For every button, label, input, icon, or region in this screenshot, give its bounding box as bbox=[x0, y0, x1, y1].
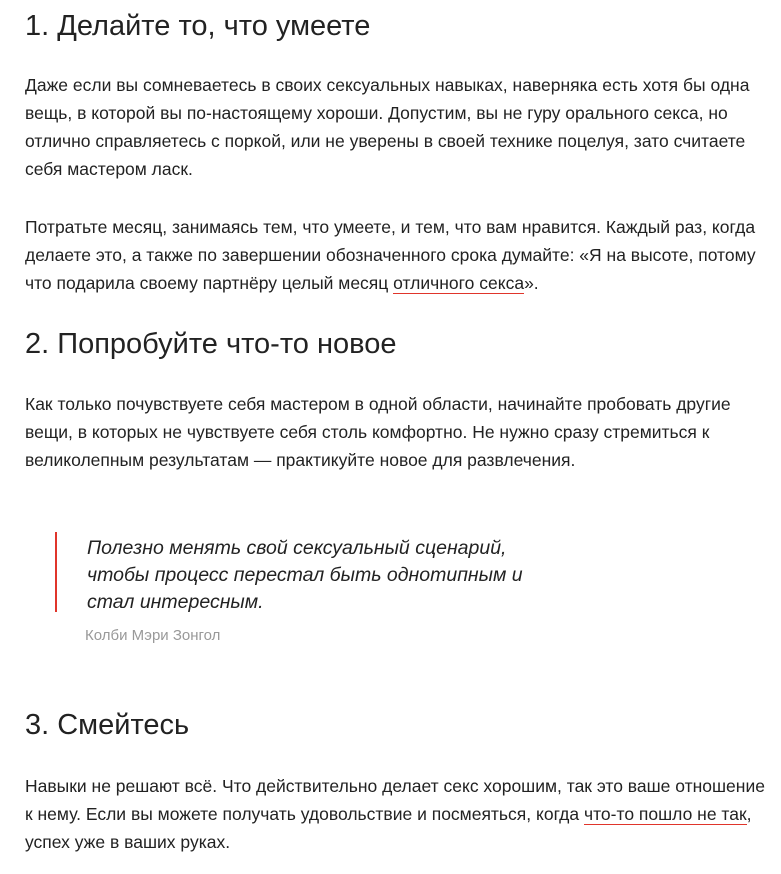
paragraph-4 bbox=[25, 772, 771, 856]
paragraph-3: Как только почувствуете себя мастером в одной области, начинайте пробовать другие вещи, в которых не чувствуете себя столь комфортно. Не нужно сразу стремиться к великолепным результатам — практикуйте новое для развлечения. bbox=[25, 394, 731, 470]
paragraph-2 bbox=[25, 213, 771, 297]
section-heading-3: 3. Смейтесь bbox=[25, 709, 190, 741]
blockquote bbox=[55, 532, 537, 612]
something-went-wrong-link[interactable]: что-то пошло не так bbox=[584, 804, 747, 824]
great-sex-link[interactable]: отличного секса bbox=[393, 273, 525, 293]
paragraph-4-text-after: , успех уже в ваших руках. bbox=[25, 804, 752, 852]
quote-text: Полезно менять свой сексуальный сценарий, чтобы процесс перестал быть однотипным и стал интересным. bbox=[87, 537, 523, 613]
paragraph-2-text-after: ». bbox=[524, 273, 539, 293]
paragraph-4-text-before: Навыки не решают всё. Что действительно делает секс хорошим, так это ваше отношение к нему. Если вы можете получать удовольствие и посмеяться, когда bbox=[25, 776, 765, 824]
section-heading-1: 1. Делайте то, что умеете bbox=[25, 10, 371, 42]
paragraph-1: Даже если вы сомневаетесь в своих сексуальных навыках, наверняка есть хотя бы одна вещь, в которой вы по-настоящему хороши. Допустим, вы не гуру орального секса, но отлично справляетесь с поркой, или не уверены в своей технике поцелуя, зато считаете себя мастером ласк. bbox=[25, 75, 750, 179]
quote-author: Колби Мэри Зонгол bbox=[85, 627, 221, 644]
paragraph-2-text-before: Потратьте месяц, занимаясь тем, что умеете, и тем, что вам нравится. Каждый раз, когда делаете это, а также по завершении обозначенного срока думайте: «Я на высоте, потому что подарила своему партнёру целый месяц bbox=[25, 217, 756, 293]
section-heading-2: 2. Попробуйте что-то новое bbox=[25, 328, 397, 360]
